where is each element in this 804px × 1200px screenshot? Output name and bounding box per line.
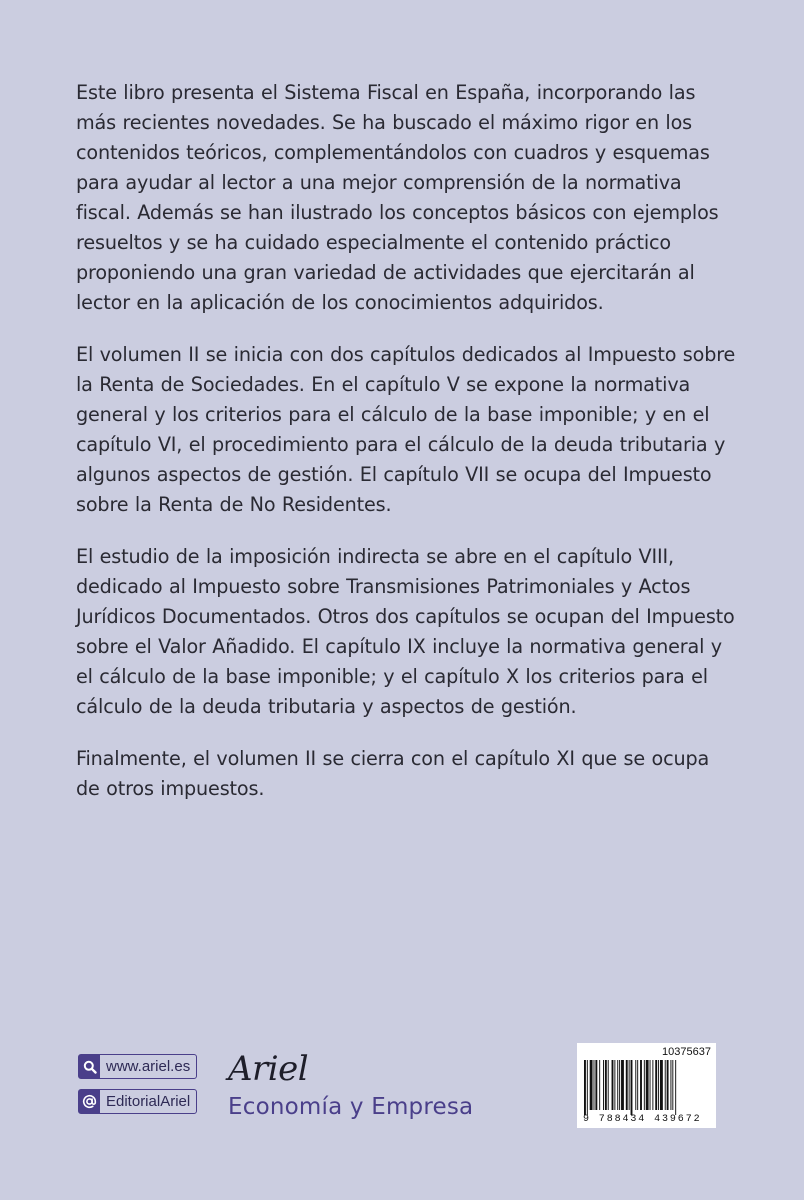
back-cover-blurb [76, 78, 736, 826]
publisher-links [78, 1054, 197, 1114]
social-label: EditorialAriel [106, 1093, 191, 1110]
blurb-paragraph-1: Este libro presenta el Sistema Fiscal en España, incorporando las más recientes novedades. Se ha buscado el máximo rigor en los contenidos teóricos, complementándolos con cuadros y esquemas para ayudar al lector a una mejor comprensión de la normativa fiscal. Además se han ilustrado los conceptos básicos con ejemplos resueltos y se ha cuidado especialmente el contenido práctico proponiendo una gran variedad de actividades que ejercitarán al lector en la aplicación de los conocimientos adquiridos. [76, 81, 719, 314]
series-name: Economía y Empresa [228, 1094, 474, 1120]
website-label: www.ariel.es [106, 1058, 191, 1075]
blurb-paragraph-4: Finalmente, el volumen II se cierra con el capítulo XI que se ocupa de otros impuestos. [76, 747, 710, 800]
blurb-paragraph-2: El volumen II se inicia con dos capítulos dedicados al Impuesto sobre la Renta de Sociedades. En el capítulo V se expone la normativa general y los criterios para el cálculo de la base imponible; y en el capítulo VI, el procedimiento para el cálculo de la deuda tributaria y algunos aspectos de gestión. El capítulo VII se ocupa del Impuesto sobre la Renta de No Residentes. [76, 343, 736, 516]
ariel-logo: Ariel [228, 1049, 309, 1089]
publisher-brand [228, 1050, 473, 1120]
at-sign-icon [79, 1090, 100, 1113]
isbn-digits: 9 788434 439672 [583, 1114, 702, 1125]
barcode-panel [577, 1043, 716, 1128]
website-link[interactable] [78, 1054, 197, 1079]
product-code: 10375637 [662, 1046, 711, 1058]
social-link[interactable] [78, 1089, 197, 1114]
blurb-paragraph-3: El estudio de la imposición indirecta se abre en el capítulo VIII, dedicado al Impuesto sobre Transmisiones Patrimoniales y Actos Jurídicos Documentados. Otros dos capítulos se ocupan del Impuesto sobre el Valor Añadido. El capítulo IX incluye la normativa general y el cálculo de la base imponible; y el capítulo X los criterios para el cálculo de la deuda tributaria y aspectos de gestión. [76, 545, 735, 718]
search-icon [79, 1055, 100, 1078]
